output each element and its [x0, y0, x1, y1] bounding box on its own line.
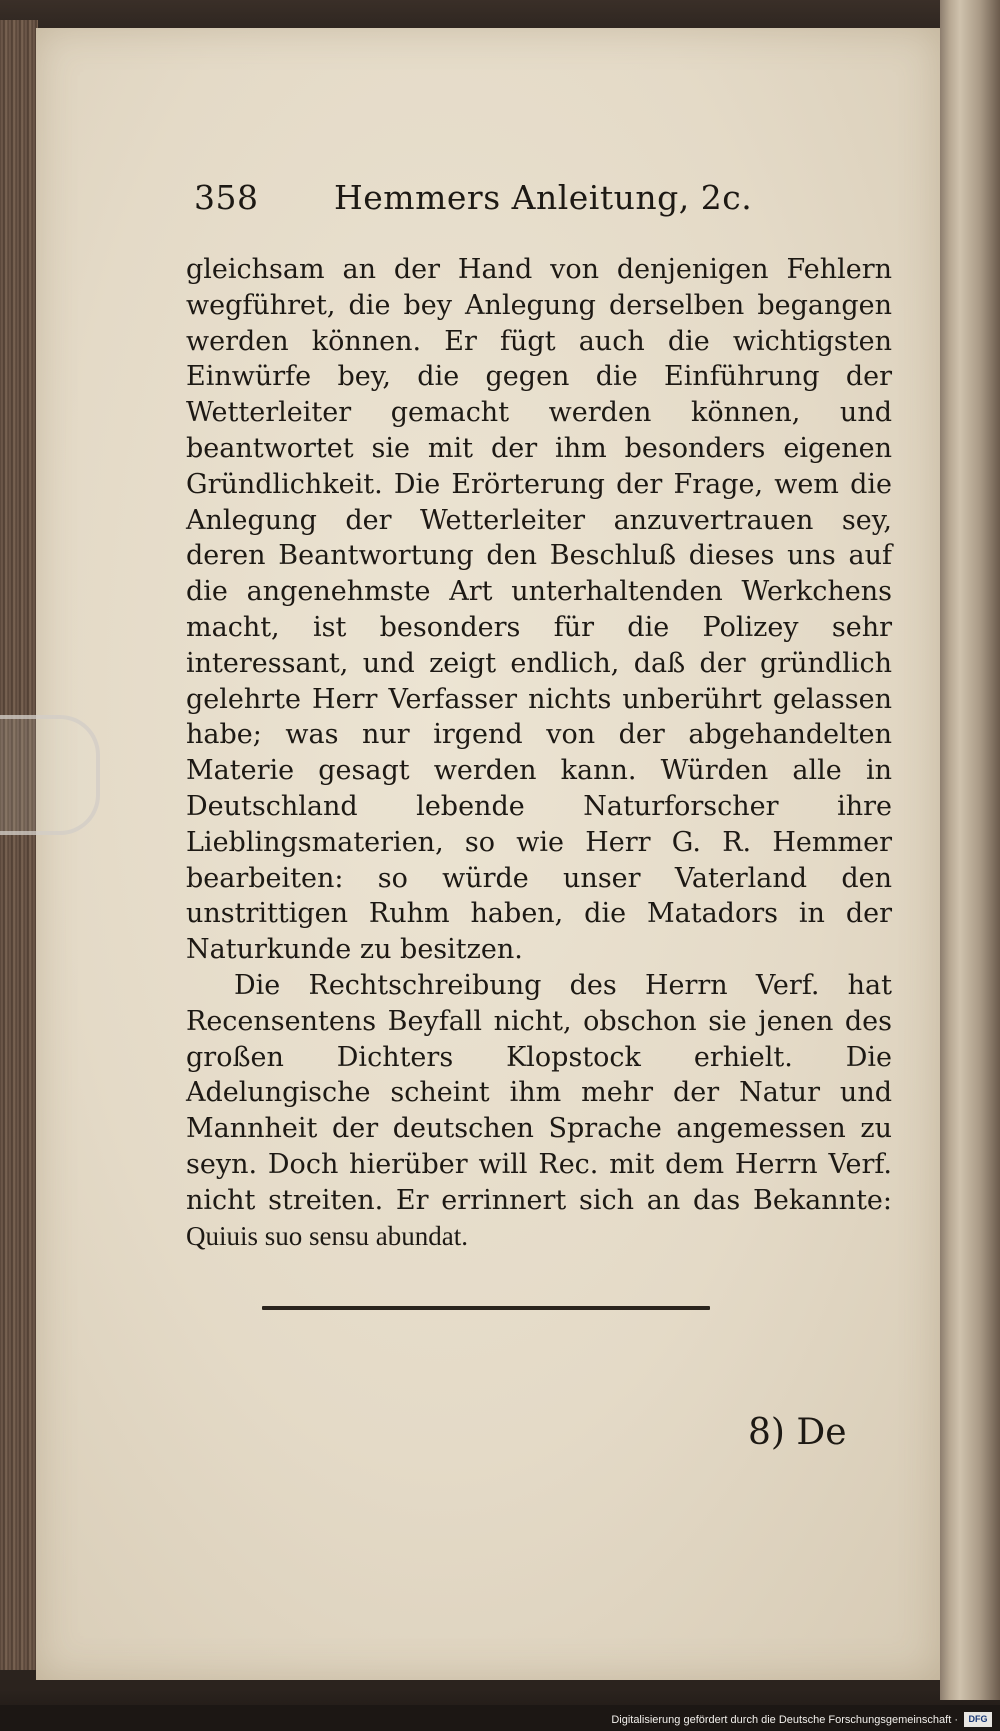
paragraph-2-text: Die Rechtschreibung des Herrn Verf. hat Recensentens Beyfall nicht, obschon sie jenen des großen Dichters Klopstock erhielt. Die Adelungische scheint ihm mehr der Natur und Mannheit der deutschen Sprache angemessen zu seyn. Doch hierüber will Rec. mit dem Herrn Verf. nicht streiten. Er errinnert sich an das Bekannte:	[186, 969, 892, 1216]
dfg-logo-icon: DFG	[964, 1712, 992, 1727]
page-clip	[0, 715, 100, 835]
page-number: 358	[194, 178, 259, 217]
running-title: Hemmers Anleitung, 2c.	[334, 178, 753, 217]
section-divider-rule	[262, 1306, 710, 1310]
catchword: 8) De	[748, 1412, 847, 1453]
digitization-credit: Digitalisierung gefördert durch die Deutsche Forschungsgemeinschaft ·	[611, 1714, 958, 1726]
page-content	[186, 178, 892, 1254]
body-text	[186, 252, 892, 1254]
running-head	[186, 178, 892, 238]
book-edge-right	[940, 0, 1000, 1700]
paragraph-2	[186, 968, 892, 1254]
book-edge-left	[0, 20, 38, 1670]
paragraph-1: gleichsam an der Hand von denjenigen Fehlern wegführet, die bey Anlegung derselben begangen werden können. Er fügt auch die wichtigsten Einwürfe bey, die gegen die Einführung der Wetterleiter gemacht werden können, und beantwortet sie mit der ihm besonders eigenen Gründlichkeit. Die Erörterung der Frage, wem die Anlegung der Wetterleiter anzuvertrauen sey, deren Beantwortung den Beschluß dieses uns auf die angenehmste Art unterhaltenden Werkchens macht, ist besonders für die Polizey sehr interessant, und zeigt endlich, daß der gründlich gelehrte Herr Verfasser nichts unberührt gelassen habe; was nur irgend von der abgehandelten Materie gesagt werden kann. Würden alle in Deutschland lebende Naturforscher ihre Lieblingsmaterien, so wie Herr G. R. Hemmer bearbeiten: so würde unser Vaterland den unstrittigen Ruhm haben, die Matadors in der Naturkunde zu besitzen.	[186, 254, 892, 966]
latin-quote: Quiuis suo sensu abundat.	[186, 1220, 468, 1251]
